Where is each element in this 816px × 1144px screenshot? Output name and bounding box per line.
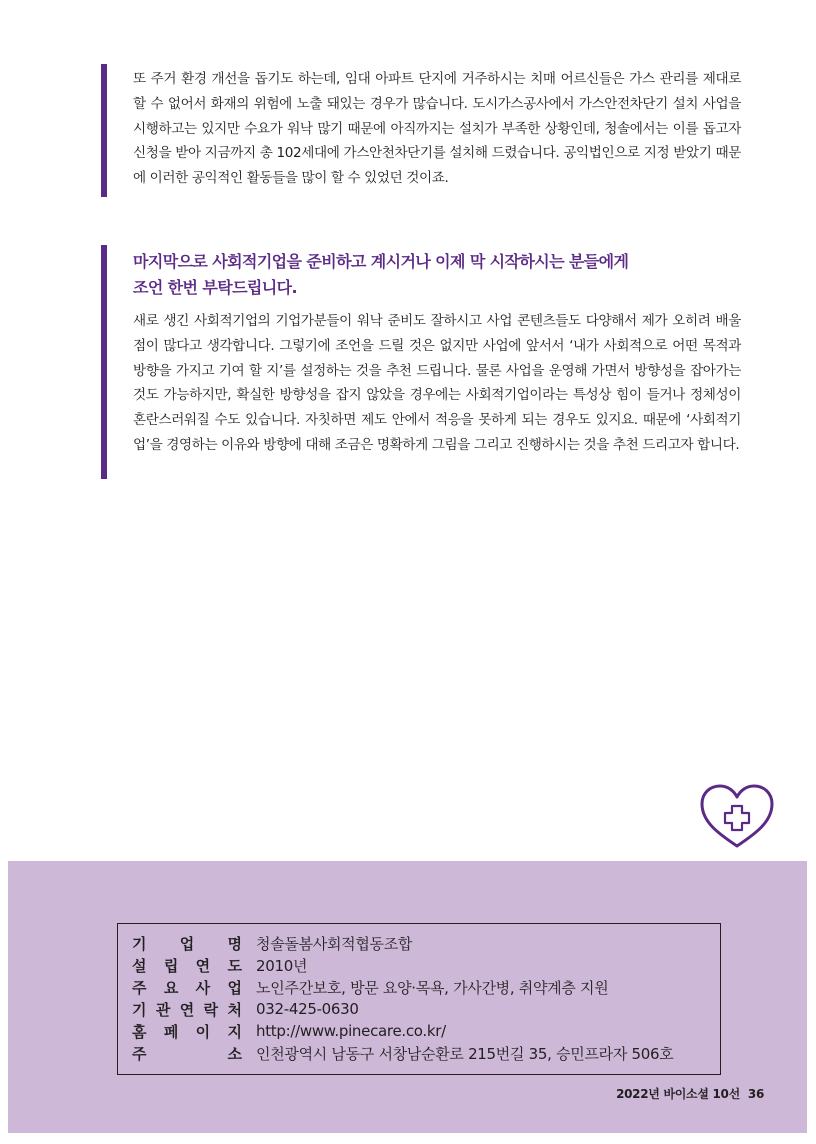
info-label: 기 업 명 [132,934,242,953]
info-value: 청솔돌봄사회적협동조합 [256,934,413,953]
info-value: 032-425-0630 [256,1000,359,1018]
qa-block-2 [101,245,741,479]
company-info-band [8,861,807,1133]
info-value: 노인주간보호, 방문 요양·목욕, 가사간병, 취약계층 지원 [256,978,609,997]
info-label: 설 립 연 도 [132,956,242,975]
accent-bar [101,64,107,197]
question-heading [133,249,741,301]
info-row-homepage [132,1020,720,1042]
page-footer [608,1085,764,1102]
info-label: 홈 페 이 지 [132,1022,242,1041]
answer-paragraph: 새로 생긴 사회적기업의 기업가분들이 워낙 준비도 잘하시고 사업 콘텐츠들도 다양해서 제가 오히려 배울 점이 많다고 생각합니다. 그렇기에 조언을 드릴 것은 없지만 사업에 앞서서 ‘내가 사회적으로 어떤 목적과 방향을 가지고 기여 할 지’를 설정하는 것을 추천 드립니다. 물론 사업을 운영해 가면서 방향성을 잡아가는 것도 가능하지만, 확실한 방향성을 잡지 않았을 경우에는 사회적기업이라는 특성상 힘이 들거나 정체성이 혼란스러워질 수도 있습니다. 자칫하면 제도 안에서 적응을 못하게 되는 경우도 있지요. 때문에 ‘사회적기업’을 경영하는 이유와 방향에 대해 조금은 명확하게 그림을 그리고 진행하시는 것을 추천 드리고자 합니다. [133,313,741,453]
info-label: 주 요 사 업 [132,978,242,997]
info-row-business [132,976,720,998]
heart-plus-icon [699,784,775,850]
question-line-1: 마지막으로 사회적기업을 준비하고 계시거나 이제 막 시작하시는 분들에게 [133,252,629,271]
info-row-founded [132,954,720,976]
answer-paragraph: 또 주거 환경 개선을 돕기도 하는데, 임대 아파트 단지에 거주하시는 치매 어르신들은 가스 관리를 제대로 할 수 없어서 화재의 위험에 노출 돼있는 경우가 많습니다. 도시가스공사에서 가스안전차단기 설치 사업을 시행하고는 있지만 수요가 워낙 많기 때문에 아직까지는 설치가 부족한 상황인데, 청솔에서는 이를 돕고자 신청을 받아 지금까지 총 102세대에 가스안천차단기를 설치해 드렸습니다. 공익법인으로 지정 받았기 때문에 이러한 공익적인 활동들을 많이 할 수 있었던 것이죠. [133,71,741,187]
answer-block-1 [101,64,741,197]
info-label: 주 소 [132,1044,242,1063]
info-row-address [132,1042,720,1064]
info-row-name [132,932,720,954]
page-number: 36 [747,1087,764,1101]
info-label: 기 관 연 락 처 [132,1000,242,1019]
homepage-link[interactable]: http://www.pinecare.co.kr/ [256,1022,446,1040]
accent-bar [101,245,107,479]
info-row-contact [132,998,720,1020]
info-value: 2010년 [256,956,308,975]
publication-title: 2022년 바이소셜 10선 [616,1087,740,1101]
info-value: 인천광역시 남동구 서창남순환로 215번길 35, 승민프라자 506호 [256,1044,674,1063]
question-line-2: 조언 한번 부탁드립니다. [133,278,297,297]
company-info-box [117,923,721,1075]
